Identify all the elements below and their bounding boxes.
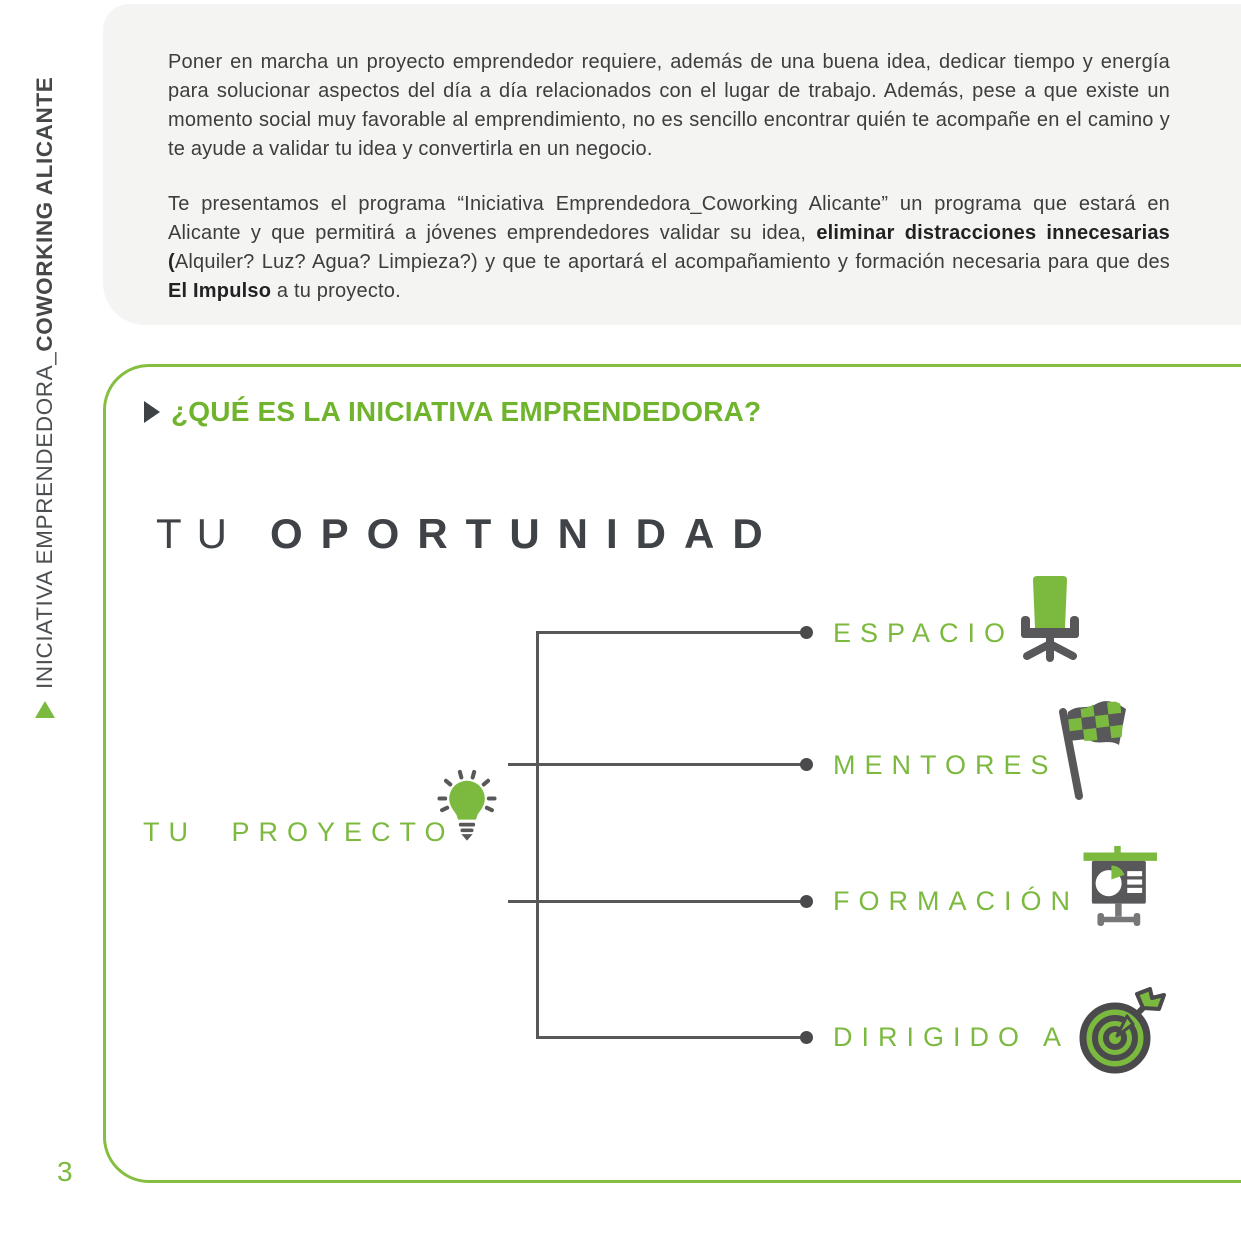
connector-formacion — [508, 900, 801, 903]
intro-card — [103, 4, 1241, 325]
connector-dot — [800, 626, 813, 639]
connector-vertical — [536, 631, 539, 1039]
intro-paragraph-2: Te presentamos el programa “Iniciativa Emprendedora_Coworking Alicante” un programa que estará en Alicante y que permitirá a jóvenes emprendedores validar su idea, eliminar distracciones innecesarias (Alquiler? Luz? Agua? Limpieza?) y que te aportará el acompañamiento y formación necesaria para que des El Impulso a tu proyecto. — [168, 193, 1170, 302]
section-heading: ¿QUÉ ES LA INICIATIVA EMPRENDEDORA? — [171, 396, 762, 427]
connector-dot — [800, 1031, 813, 1044]
connector-dirigido — [537, 1036, 801, 1039]
lightbulb-icon — [433, 762, 501, 853]
connector-dot — [800, 895, 813, 908]
connector-espacio — [537, 631, 801, 634]
item-label-formacion: FORMACIÓN — [833, 886, 1079, 916]
title-word-oportunidad: OPORTUNIDAD — [270, 510, 781, 557]
root-label: TU PROYECTO — [143, 817, 455, 847]
sidebar-title-bold: COWORKING ALICANTE — [32, 76, 57, 352]
page-number: 3 — [57, 1156, 73, 1187]
triangle-bullet-icon — [35, 701, 55, 718]
sidebar-title — [24, 46, 66, 718]
connector-mentores — [508, 763, 801, 766]
checkered-flag-icon — [1048, 696, 1136, 809]
section-heading-row — [144, 396, 761, 428]
item-label-dirigido: DIRIGIDO A — [833, 1022, 1071, 1052]
item-label-mentores: MENTORES — [833, 750, 1058, 780]
connector-dot — [800, 758, 813, 771]
sidebar-title-light: INICIATIVA EMPRENDEDORA_ — [32, 351, 57, 689]
title-word-tu: TU — [156, 510, 242, 557]
item-label-espacio: ESPACIO — [833, 618, 1015, 648]
office-chair-icon — [1013, 572, 1087, 667]
arrow-right-icon — [144, 401, 160, 423]
intro-text — [168, 48, 1170, 306]
intro-paragraph-1: Poner en marcha un proyecto emprendedor requiere, además de una buena idea, dedicar tiempo y energía para solucionar aspectos del día a día relacionados con el lugar de trabajo. Además, pese a que existe un momento social muy favorable al emprendimiento, no es sencillo encontrar quién te acompañe en el camino y te ayude a validar tu idea y convertirla en un negocio. — [168, 51, 1170, 160]
dartboard-target-icon — [1073, 986, 1169, 1081]
presentation-board-icon — [1077, 845, 1157, 932]
page-title — [156, 510, 781, 558]
